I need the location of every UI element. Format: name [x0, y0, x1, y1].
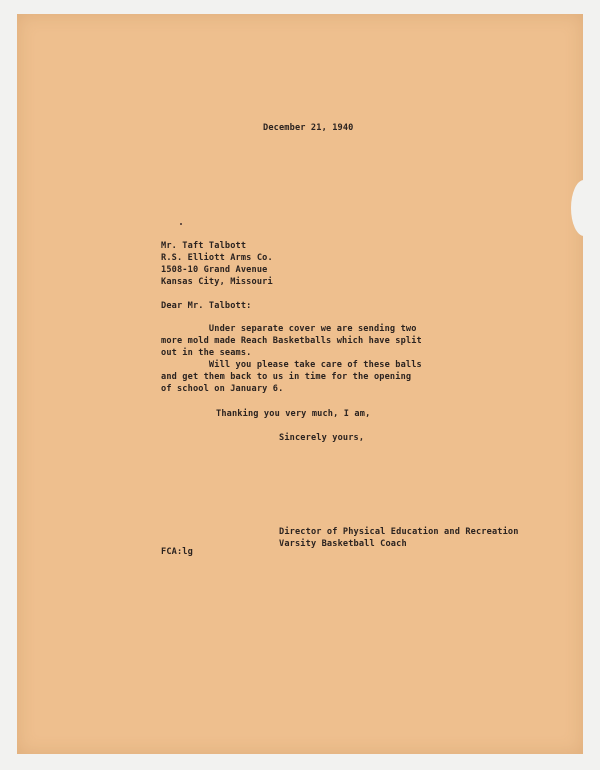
- recipient-street: 1508-10 Grand Avenue: [161, 265, 268, 275]
- complimentary-closing: Sincerely yours,: [279, 433, 365, 443]
- signature-title: Director of Physical Education and Recreation: [279, 527, 519, 537]
- recipient-city: Kansas City, Missouri: [161, 277, 273, 287]
- letter-date: December 21, 1940: [263, 123, 354, 133]
- recipient-name: Mr. Taft Talbott: [161, 241, 247, 251]
- page-mark: [180, 223, 182, 225]
- paragraph-line: more mold made Reach Basketballs which have split: [161, 336, 422, 346]
- paragraph-line: out in the seams.: [161, 348, 252, 358]
- body-paragraph-1: [161, 323, 422, 359]
- body-paragraph-2: [161, 359, 422, 395]
- paragraph-line: Under separate cover we are sending two: [161, 324, 417, 334]
- paragraph-line: Will you please take care of these balls: [161, 360, 422, 370]
- typist-initials: FCA:lg: [161, 547, 193, 557]
- signature-subtitle: Varsity Basketball Coach: [279, 539, 407, 549]
- page-notch: [571, 180, 597, 236]
- paragraph-line: and get them back to us in time for the opening: [161, 372, 412, 382]
- paragraph-line: of school on January 6.: [161, 384, 284, 394]
- thanks-line: Thanking you very much, I am,: [216, 409, 371, 419]
- salutation: Dear Mr. Talbott:: [161, 301, 252, 311]
- recipient-address: [161, 240, 273, 288]
- signature-block: [279, 526, 519, 550]
- recipient-company: R.S. Elliott Arms Co.: [161, 253, 273, 263]
